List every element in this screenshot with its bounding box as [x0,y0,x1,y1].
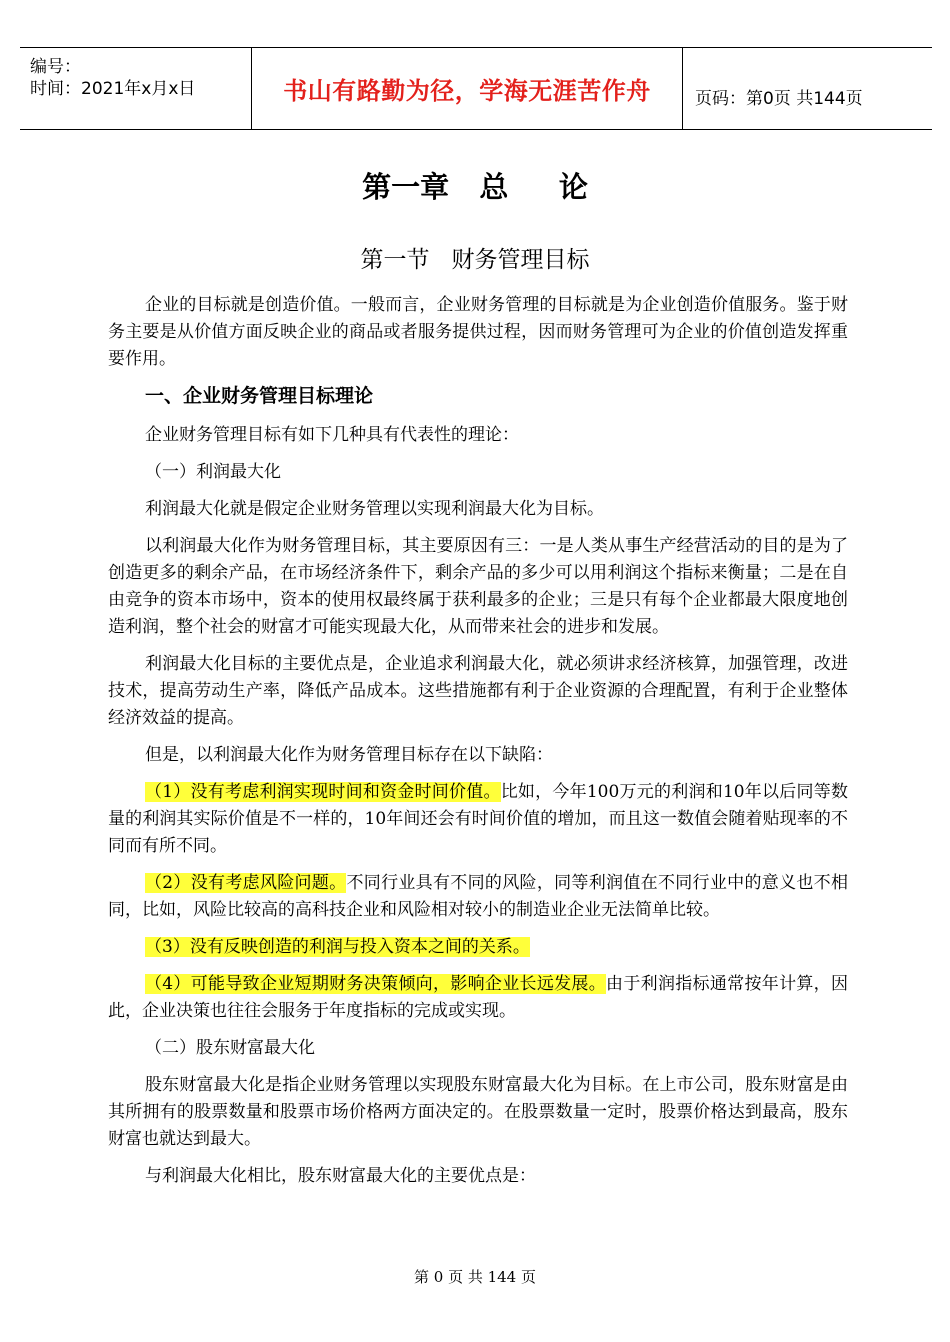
header-page-code: 页码：第0页 共144页 [695,89,863,109]
paragraph: 以利润最大化作为财务管理目标，其主要原因有三：一是人类从事生产经营活动的目的是为了创造更多的剩余产品，在市场经济条件下，剩余产品的多少可以用利润这个指标来衡量；二是在自由竞争的资本市场中，资本的使用权最终属于获利最多的企业；三是只有每个企业都最大限度地创造利润，整个社会的财富才可能实现最大化，从而带来社会的进步和发展。 [108,536,848,637]
document-body [108,292,848,1200]
paragraph: 企业财务管理目标有如下几种具有代表性的理论： [145,425,519,445]
header-motto: 书山有路勤为径，学海无涯苦作舟 [283,77,651,105]
document-number-label: 编号： [30,57,81,77]
paragraph-defect-4 [108,971,848,1025]
highlighted-text: （1）没有考虑利润实现时间和资金时间价值。 [145,782,501,802]
highlighted-text: （3）没有反映创造的利润与投入资本之间的关系。 [145,937,530,957]
paragraph: 但是，以利润最大化作为财务管理目标存在以下缺陷： [145,745,553,765]
paragraph: 与利润最大化相比，股东财富最大化的主要优点是： [145,1166,536,1186]
header-motto-cell [252,48,683,129]
highlighted-text: （4）可能导致企业短期财务决策倾向，影响企业长远发展。 [145,974,607,994]
subheading: （二）股东财富最大化 [145,1038,315,1058]
page-footer: 第 0 页 共 144 页 [413,1268,536,1286]
header-meta [20,48,252,129]
paragraph: 利润最大化目标的主要优点是，企业追求利润最大化，就必须讲求经济核算，加强管理，改进技术，提高劳动生产率，降低产品成本。这些措施都有利于企业资源的合理配置，有利于企业整体经济效益的提高。 [108,654,848,728]
paragraph-text: 由于利润指标通常按年计算，因此，企业决策也往往会服务于年度指标的完成或实现。 [108,974,848,1021]
paragraph-defect-1 [108,779,848,860]
chapter-title: 第一章 总 论 [362,170,588,204]
heading-level-1: 一、企业财务管理目标理论 [145,385,374,407]
paragraph: 利润最大化就是假定企业财务管理以实现利润最大化为目标。 [145,499,604,519]
page-header [20,47,932,130]
paragraph-text: 不同行业具有不同的风险，同等利润值在不同行业中的意义也不相同，比如，风险比较高的高科技企业和风险相对较小的制造业企业无法简单比较。 [108,873,848,920]
section-title: 第一节 财务管理目标 [360,247,590,273]
document-time-label: 时间：2021年x月x日 [30,79,196,99]
paragraph: 企业的目标就是创造价值。一般而言，企业财务管理的目标就是为企业创造价值服务。鉴于财务主要是从价值方面反映企业的商品或者服务提供过程，因而财务管理可为企业的价值创造发挥重要作用。 [108,295,848,369]
paragraph-defect-3 [108,934,848,961]
subheading: （一）利润最大化 [145,462,281,482]
paragraph: 股东财富最大化是指企业财务管理以实现股东财富最大化为目标。在上市公司，股东财富是由其所拥有的股票数量和股票市场价格两方面决定的。在股票数量一定时，股票价格达到最高，股东财富也就达到最大。 [108,1075,848,1149]
highlighted-text: （2）没有考虑风险问题。 [145,873,347,893]
paragraph-defect-2 [108,870,848,924]
paragraph-text: 比如，今年100万元的利润和10年以后同等数量的利润其实际价值是不一样的，10年间还会有时间价值的增加，而且这一数值会随着贴现率的不同而有所不同。 [108,782,848,856]
